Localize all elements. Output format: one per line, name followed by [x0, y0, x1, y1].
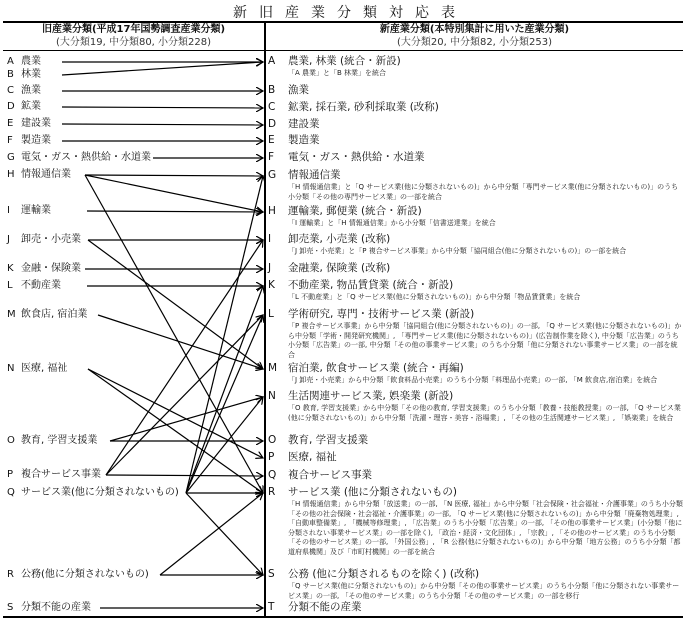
mapping-arrow	[88, 369, 263, 493]
category-name: 不動産業	[21, 280, 61, 291]
category-code: D	[268, 118, 277, 130]
category-name: 鉱業	[21, 101, 41, 112]
category-name: 生活関連サービス業, 娯楽業 (新設)	[288, 390, 454, 402]
category-name: 運輸業	[21, 205, 51, 216]
category-code: L	[7, 280, 13, 291]
mapping-arrow	[186, 286, 263, 493]
category-name: 運輸業, 郵便業 (統合・新設)	[288, 205, 422, 217]
mapping-arrow	[62, 107, 263, 108]
category-name: 飲食店, 宿泊業	[21, 309, 88, 320]
old-category-item	[7, 169, 73, 181]
new-category-item	[268, 118, 683, 131]
category-name: 鉱業, 採石業, 砂利採取業 (改称)	[288, 101, 439, 113]
category-note: 「J 卸売・小売業」と「P 複合サービス事業」から中分類「協同組合(他に分類されないもの)」の一部を統合	[288, 247, 627, 255]
category-name: 金融・保険業	[21, 263, 81, 274]
category-name: 卸売・小売業	[21, 234, 81, 245]
new-category-item	[268, 84, 683, 97]
new-category-item	[268, 486, 683, 557]
category-name: 卸売業, 小売業 (改称)	[288, 233, 391, 245]
new-category-item	[268, 205, 683, 229]
category-name: 漁業	[288, 84, 309, 96]
page-title: 新旧産業分類対応表	[233, 5, 467, 21]
new-category-item	[268, 601, 683, 614]
category-code: O	[7, 435, 15, 446]
old-category-item	[7, 118, 53, 130]
mapping-arrow	[88, 369, 263, 458]
category-name: 教育, 学習支援業	[21, 435, 98, 446]
category-name: 金融業, 保険業 (改称)	[288, 262, 391, 274]
mapping-arrow	[62, 124, 263, 125]
category-note: 「A 農業」と「B 林業」を統合	[288, 69, 387, 77]
category-code: B	[268, 84, 276, 96]
old-header-subtitle: (大分類19, 中分類80, 小分類228)	[55, 37, 212, 48]
new-category-label	[268, 118, 683, 131]
category-code: E	[7, 118, 14, 129]
category-note: 「O 教育, 学習支援業」から中分類「その他の教育, 学習支援業」のうち小分類「教養・技能教授業」の一部, 「Q サービス業(他に分類されないもの)」から中分類「洗濯・理容・美容・浴場業」, 「その他の生活関連サービス業」, 「娯楽業」を統合	[288, 404, 681, 422]
old-category-item	[7, 363, 69, 375]
category-code: B	[7, 69, 14, 80]
old-category-item	[7, 602, 93, 614]
category-name: 漁業	[21, 85, 41, 96]
category-code: S	[268, 568, 275, 580]
category-code: K	[268, 279, 275, 291]
old-category-item	[7, 309, 89, 321]
category-name: 学術研究, 専門・技術サービス業 (新設)	[288, 308, 475, 320]
new-category-item	[268, 279, 683, 303]
category-code: N	[7, 363, 15, 374]
new-category-label	[268, 84, 683, 97]
category-code: E	[268, 134, 275, 146]
category-code: F	[268, 151, 275, 163]
category-name: 林業	[21, 69, 41, 80]
new-category-item	[268, 101, 683, 114]
old-category-item	[7, 469, 103, 481]
old-category-item	[7, 101, 43, 113]
new-category-label	[268, 169, 683, 182]
category-name: 情報通信業	[288, 169, 341, 181]
category-code: S	[7, 602, 14, 613]
category-code: O	[268, 434, 277, 446]
new-category-item	[268, 390, 683, 423]
category-note: 「P 複合サービス事業」から中分類「協同組合(他に分類されないもの)」の一部, 「Q サービス業(他に分類されないもの)」から中分類「学術・開発研究機関」, 「専門サービス業(他に分類されないもの)」(広告制作業を除く), 中分類「広告業」のうち小分類「広告業」の一部, 中分類「その他の事業サービス業」のうち小分類「他に分類されない事業サービス業」の一部を統合	[288, 322, 682, 359]
category-name: 宿泊業, 飲食サービス業 (統合・再編)	[288, 362, 464, 374]
category-code: R	[268, 486, 276, 498]
mapping-arrow	[106, 475, 263, 476]
category-code: K	[7, 263, 14, 274]
old-category-item	[7, 152, 153, 164]
category-name: 農業	[21, 56, 41, 67]
new-category-item	[268, 233, 683, 257]
category-code: H	[268, 205, 276, 217]
category-code: Q	[7, 487, 15, 498]
old-category-item	[7, 135, 53, 147]
mapping-arrow	[87, 211, 263, 212]
category-name: 製造業	[288, 134, 320, 146]
new-category-item	[268, 362, 683, 386]
category-name: 複合サービス事業	[21, 469, 101, 480]
category-code: G	[268, 169, 277, 181]
category-name: 分類不能の産業	[288, 601, 362, 613]
new-category-label	[268, 134, 683, 147]
category-code: C	[7, 85, 14, 96]
category-code: M	[268, 362, 278, 374]
mapping-arrow	[85, 175, 263, 176]
old-header-title: 旧産業分類(平成17年国勢調査産業分類)	[41, 24, 226, 35]
old-category-item	[7, 569, 151, 581]
new-category-label	[268, 390, 683, 403]
new-category-label	[268, 151, 683, 164]
new-category-label	[268, 101, 683, 114]
category-name: 建設業	[21, 118, 51, 129]
category-code: H	[7, 169, 15, 180]
category-code: L	[268, 308, 274, 320]
category-code: T	[268, 601, 275, 613]
category-name: 情報通信業	[21, 169, 71, 180]
new-category-label	[268, 262, 683, 275]
category-code: G	[7, 152, 15, 163]
old-category-item	[7, 435, 99, 447]
new-category-item	[268, 469, 683, 482]
category-name: 医療, 福祉	[21, 363, 68, 374]
mapping-arrow	[85, 175, 263, 493]
old-category-item	[7, 280, 63, 292]
mapping-arrow	[85, 175, 263, 212]
new-category-label	[268, 205, 683, 218]
category-name: 分類不能の産業	[21, 602, 91, 613]
new-header-title: 新産業分類(本特別集計に用いた産業分類)	[379, 24, 570, 35]
category-code: A	[7, 56, 14, 67]
category-code: R	[7, 569, 14, 580]
category-name: 電気・ガス・熱供給・水道業	[21, 152, 151, 163]
new-category-label	[268, 601, 683, 614]
mapping-arrow	[98, 315, 263, 369]
new-category-item	[268, 451, 683, 464]
old-category-item	[7, 205, 53, 217]
category-code: N	[268, 390, 276, 402]
category-code: Q	[268, 469, 277, 481]
new-category-label	[268, 362, 683, 375]
category-code: I	[268, 233, 272, 245]
mapping-arrow	[160, 493, 263, 575]
mapping-arrow	[88, 240, 263, 369]
new-category-item	[268, 169, 683, 202]
new-category-item	[268, 262, 683, 275]
category-code: P	[7, 469, 14, 480]
old-category-item	[7, 85, 43, 97]
category-name: 公務 (他に分類されるものを除く) (改称)	[288, 568, 480, 580]
category-code: M	[7, 309, 16, 320]
new-category-label	[268, 233, 683, 246]
new-header-subtitle: (大分類20, 中分類82, 小分類253)	[396, 37, 553, 48]
old-category-item	[7, 56, 43, 68]
new-category-label	[268, 568, 683, 581]
category-note: 「H 情報通信業」と「Q サービス業(他に分類されないもの)」から中分類「専門サービス業(他に分類されないもの)」のうち小分類「その他の専門サービス業」の一部を統合	[288, 183, 679, 201]
category-code: A	[268, 55, 276, 67]
category-name: サービス業 (他に分類されないもの)	[288, 486, 458, 498]
category-name: 複合サービス事業	[288, 469, 372, 481]
new-category-item	[268, 434, 683, 447]
category-name: 公務(他に分類されないもの)	[21, 569, 149, 580]
category-code: J	[7, 234, 10, 245]
new-category-label	[268, 434, 683, 447]
category-note: 「H 情報通信業」から中分類「放送業」の一部, 「N 医療, 福祉」から中分類「社会保険・社会福祉・介護事業」のうち小分類「その他の社会保険・社会福祉・介護事業」の一部, 「Q サービス業(他に分類されないもの)」から中分類「廃棄物処理業」, 「自動車整備業」, 「機械等修理業」, 「広告業」のうち小分類「広告業」の一部, 「その他の事業サービス業」(小分類「他に分類されない事業サービス業」の一部を除く), 「政治・経済・文化団体」, 「宗教」, 「その他のサービス業」のうち小分類「その他のサービス業」の一部, 「外国公務」, 「R 公務(他に分類されないもの)」から中分類「地方公務」のうち小分類「都道府県機関」及び「市町村機関」の一部を統合	[288, 500, 683, 556]
new-category-item	[268, 134, 683, 147]
new-category-label	[268, 486, 683, 499]
category-note: 「L 不動産業」と「Q サービス業(他に分類されないもの)」から中分類「物品賃貸業」を統合	[288, 293, 581, 301]
category-note: 「J 卸売・小売業」から中分類「飲食料品小売業」のうち小分類「料理品小売業」の一部, 「M 飲食店,宿泊業」を統合	[288, 376, 658, 384]
category-code: D	[7, 101, 15, 112]
category-name: 電気・ガス・熱供給・水道業	[288, 151, 425, 163]
category-name: 製造業	[21, 135, 51, 146]
category-name: サービス業(他に分類されないもの)	[21, 487, 179, 498]
category-code: I	[7, 205, 10, 216]
category-name: 農業, 林業 (統合・新設)	[288, 55, 401, 67]
category-code: J	[268, 262, 272, 274]
old-category-item	[7, 234, 83, 246]
old-category-item	[7, 487, 181, 499]
new-category-item	[268, 55, 683, 79]
category-note: 「I 運輸業」と「H 情報通信業」から小分類「信書送達業」を統合	[288, 219, 496, 227]
new-category-item	[268, 308, 683, 360]
new-category-label	[268, 469, 683, 482]
category-code: C	[268, 101, 276, 113]
category-code: F	[7, 135, 13, 146]
new-category-label	[268, 279, 683, 292]
category-name: 不動産業, 物品賃貸業 (統合・新設)	[288, 279, 454, 291]
mapping-arrow	[186, 493, 263, 575]
new-category-label	[268, 55, 683, 68]
new-category-label	[268, 308, 683, 321]
old-category-item	[7, 263, 83, 275]
category-name: 教育, 学習支援業	[288, 434, 369, 446]
category-note: 「Q サービス業(他に分類されないもの)」から中分類「その他の事業サービス業」のうち小分類「他に分類されない事業サービス業」の一部, 「その他のサービス業」のうち小分類「その他のサービス業」の一部を移行	[288, 582, 680, 600]
new-category-item	[268, 568, 683, 601]
category-name: 医療, 福祉	[288, 451, 337, 463]
category-name: 建設業	[288, 118, 320, 130]
new-category-item	[268, 151, 683, 164]
mapping-arrow	[62, 62, 263, 75]
category-code: P	[268, 451, 275, 463]
new-category-label	[268, 451, 683, 464]
old-category-item	[7, 69, 43, 81]
